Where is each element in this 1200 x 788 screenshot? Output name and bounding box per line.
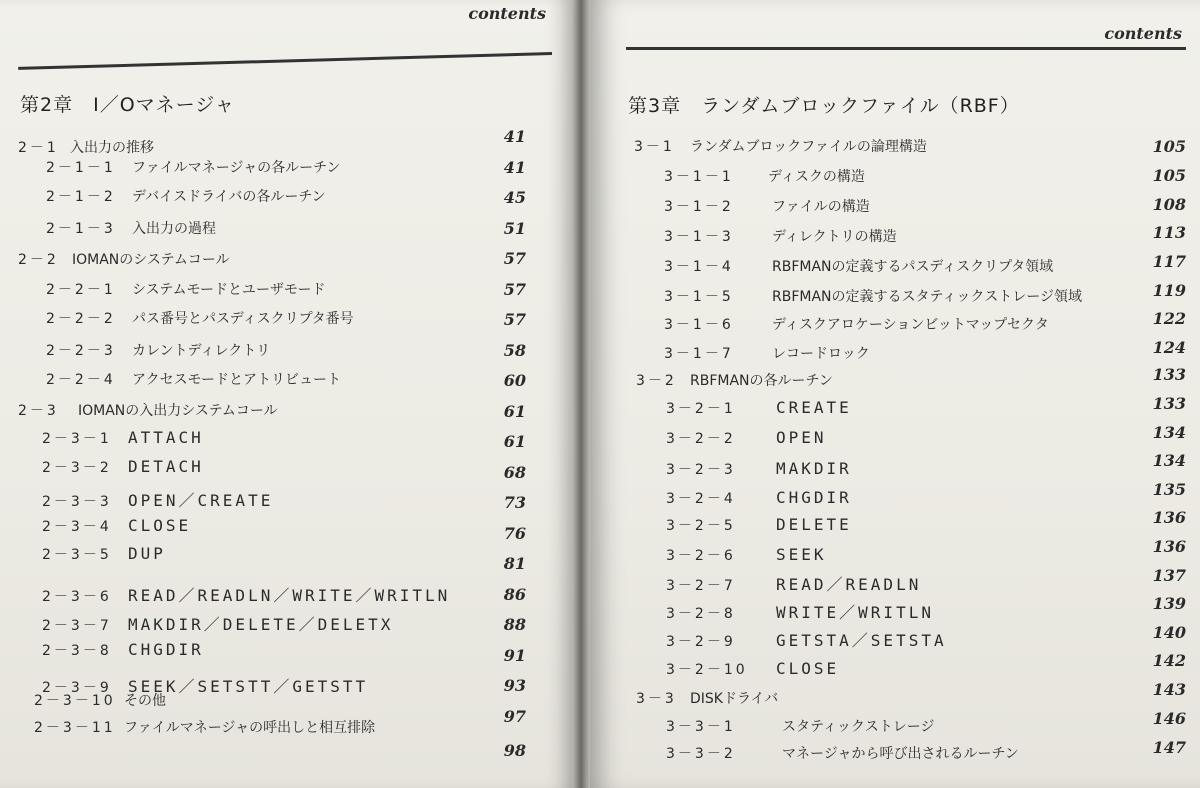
section-title: DELETE (776, 515, 852, 534)
toc-subsection (34, 717, 375, 737)
toc-subsection (42, 457, 204, 477)
page-number: 76 (503, 524, 526, 543)
section-title: ディレクトリの構造 (772, 229, 897, 245)
section-number: 3－2－7 (666, 578, 736, 594)
chapter-title-right: 第3章 ランダムブロックファイル（RBF） (628, 95, 1020, 117)
section-title: WRITE／WRITLN (776, 603, 934, 622)
toc-section (18, 400, 278, 420)
section-title: 入出力の推移 (70, 140, 154, 156)
page-number: 133 (1152, 394, 1186, 413)
section-title: IOMANのシステムコール (72, 252, 230, 268)
section-number: 3－3－2 (666, 746, 736, 762)
page-number: 133 (1152, 365, 1186, 384)
toc-subsection (664, 196, 870, 216)
section-number: 3－2－6 (666, 548, 736, 564)
section-number: 2－2－4 (46, 372, 116, 388)
section-title: DUP (128, 544, 166, 563)
section-title: CHGDIR (128, 640, 204, 659)
section-title: アクセスモードとアトリビュート (132, 372, 342, 388)
toc-subsection (666, 628, 947, 651)
section-title: MAKDIR (776, 459, 852, 478)
section-title: ファイルマネージャの各ルーチン (132, 160, 341, 176)
section-number: 2－1 (18, 140, 59, 156)
section-number: 3－1－3 (664, 229, 734, 245)
section-number: 2－3－3 (42, 494, 112, 510)
toc-section (636, 370, 833, 390)
page-number: 134 (1152, 451, 1186, 470)
section-number: 2－2－2 (46, 311, 116, 327)
toc-subsection (42, 583, 450, 606)
section-number: 2－3－9 (42, 680, 112, 696)
toc-subsection (666, 659, 839, 679)
toc-section (634, 136, 927, 156)
page-number: 45 (503, 188, 526, 207)
section-title: READ／READLN (776, 575, 922, 594)
page-number: 136 (1152, 537, 1186, 556)
page-number: 139 (1152, 594, 1186, 613)
left-page (0, 0, 572, 788)
section-number: 3－1 (634, 139, 675, 155)
section-number: 2－3 (18, 403, 59, 419)
toc-subsection (42, 516, 191, 536)
page-number: 105 (1152, 166, 1186, 185)
page-number: 57 (503, 280, 526, 299)
section-title: ランダムブロックファイルの論理構造 (690, 139, 927, 155)
page-number: 113 (1152, 223, 1186, 242)
toc-subsection (666, 600, 934, 623)
toc-section (636, 688, 778, 708)
section-title: システムモードとユーザモード (132, 282, 326, 298)
toc-subsection (666, 459, 852, 479)
page-number: 73 (503, 493, 526, 512)
toc-subsection (666, 572, 921, 595)
page-number: 140 (1152, 623, 1186, 642)
toc-subsection (666, 488, 852, 508)
section-title: その他 (124, 693, 166, 709)
section-title: デバイスドライバの各ルーチン (132, 189, 326, 205)
toc-subsection (34, 690, 166, 710)
right-page (590, 0, 1200, 788)
section-number: 2－3－8 (42, 643, 112, 659)
section-title: 入出力の過程 (132, 221, 216, 237)
section-title: SEEK (776, 545, 827, 564)
page-number: 142 (1152, 651, 1186, 670)
section-title: READ／READLN／WRITE／WRITLN (128, 586, 451, 605)
section-number: 2－1－2 (46, 189, 116, 205)
toc-subsection (46, 218, 216, 238)
toc-subsection (664, 343, 870, 363)
toc-section (18, 137, 154, 157)
running-head-left: contents (468, 4, 546, 23)
page-number: 81 (503, 554, 526, 573)
toc-subsection (664, 226, 897, 246)
section-number: 3－1－4 (664, 259, 734, 275)
toc-subsection (46, 369, 341, 389)
page-number: 60 (503, 371, 526, 390)
toc-subsection (666, 743, 1019, 763)
page-number: 134 (1152, 423, 1186, 442)
section-number: 2－3－2 (42, 460, 112, 476)
page-number: 122 (1152, 309, 1186, 328)
section-title: DISKドライバ (690, 691, 779, 707)
section-title: MAKDIR／DELETE／DELETX (128, 615, 394, 634)
section-number: 2－3－10 (34, 693, 116, 709)
toc-subsection (664, 166, 865, 186)
section-title: SEEK／SETSTT／GETSTT (128, 677, 369, 696)
page-number: 98 (503, 741, 526, 760)
page-number: 68 (503, 463, 526, 482)
page-number: 61 (503, 432, 526, 451)
toc-subsection (664, 256, 1053, 276)
page-number: 51 (503, 219, 526, 238)
page-number: 146 (1152, 709, 1186, 728)
toc-subsection (42, 428, 204, 448)
section-title: カレントディレクトリ (132, 343, 271, 359)
toc-subsection (42, 640, 204, 660)
section-number: 2－3－7 (42, 618, 112, 634)
toc-subsection (42, 488, 273, 511)
section-number: 3－1－7 (664, 346, 734, 362)
toc-subsection (664, 314, 1049, 334)
section-number: 2－3－4 (42, 519, 112, 535)
section-number: 3－2－8 (666, 606, 736, 622)
page-number: 88 (503, 615, 526, 634)
section-title: DETACH (128, 457, 204, 476)
section-number: 2－1－1 (46, 160, 116, 176)
toc-subsection (664, 286, 1082, 306)
section-number: 3－2－10 (666, 662, 748, 678)
toc-subsection (42, 544, 166, 564)
toc-subsection (666, 515, 852, 535)
section-number: 2－3－1 (42, 431, 112, 447)
section-number: 2－2－3 (46, 343, 116, 359)
section-title: IOMANの入出力システムコール (78, 403, 278, 419)
page-number: 117 (1152, 252, 1186, 271)
section-number: 3－2－3 (666, 462, 736, 478)
section-number: 3－2－1 (666, 401, 736, 417)
chapter-title-left: 第2章 I／Oマネージャ (20, 94, 235, 116)
book-gutter (572, 0, 590, 788)
section-number: 2－1－3 (46, 221, 116, 237)
page-number: 136 (1152, 508, 1186, 527)
section-title: ディスクの構造 (768, 169, 865, 185)
page-number: 137 (1152, 566, 1186, 585)
page-number: 108 (1152, 195, 1186, 214)
section-title: ファイルマネージャの呼出しと相互排除 (124, 720, 376, 736)
section-title: RBFMANの各ルーチン (690, 373, 833, 389)
section-number: 2－3－5 (42, 547, 112, 563)
section-number: 3－1－6 (664, 317, 734, 333)
page-number: 61 (503, 402, 526, 421)
page-number: 105 (1152, 137, 1186, 156)
section-title: CHGDIR (776, 488, 852, 507)
page-number: 135 (1152, 480, 1186, 499)
header-rule-left (18, 52, 552, 70)
section-title: OPEN (776, 428, 827, 447)
page-number: 143 (1152, 680, 1186, 699)
section-title: マネージャから呼び出されるルーチン (782, 746, 1019, 762)
section-number: 3－2 (636, 373, 677, 389)
running-head-right: contents (1104, 24, 1182, 43)
section-title: OPEN／CREATE (128, 491, 274, 510)
section-number: 3－1－1 (664, 169, 734, 185)
toc-subsection (42, 612, 393, 635)
section-title: GETSTA／SETSTA (776, 631, 947, 650)
section-title: CLOSE (776, 659, 840, 678)
section-number: 2－2 (18, 252, 59, 268)
section-title: ATTACH (128, 428, 204, 447)
page-number: 124 (1152, 338, 1186, 357)
page-number: 41 (503, 127, 526, 146)
section-number: 3－2－4 (666, 491, 736, 507)
section-number: 3－1－5 (664, 289, 734, 305)
toc-subsection (46, 186, 326, 206)
section-title: ディスクアロケーションビットマップセクタ (772, 317, 1049, 333)
toc-section (18, 249, 230, 269)
page-number: 58 (503, 341, 526, 360)
page-number: 91 (503, 646, 526, 665)
toc-subsection (666, 428, 827, 448)
section-number: 3－3 (636, 691, 677, 707)
section-number: 3－2－9 (666, 634, 736, 650)
toc-subsection (46, 279, 325, 299)
section-number: 2－3－6 (42, 589, 112, 605)
section-title: レコードロック (772, 346, 870, 362)
section-number: 3－2－5 (666, 518, 736, 534)
section-title: CREATE (776, 398, 852, 417)
section-title: RBFMANの定義するパスディスクリプタ領域 (772, 259, 1054, 275)
page-number: 97 (503, 707, 526, 726)
page-number: 86 (503, 585, 526, 604)
toc-subsection (46, 157, 340, 177)
toc-subsection (46, 340, 270, 360)
page-number: 57 (503, 249, 526, 268)
section-title: CLOSE (128, 516, 192, 535)
page-number: 119 (1152, 281, 1186, 300)
toc-subsection (666, 716, 934, 736)
page-number: 93 (503, 676, 526, 695)
section-title: スタティックストレージ (782, 719, 935, 735)
header-rule-right (626, 47, 1186, 50)
page-number: 57 (503, 310, 526, 329)
page-number: 41 (503, 158, 526, 177)
section-number: 3－3－1 (666, 719, 736, 735)
toc-subsection (666, 398, 852, 418)
section-title: RBFMANの定義するスタティックストレージ領域 (772, 289, 1082, 305)
section-number: 2－3－11 (34, 720, 116, 736)
section-title: ファイルの構造 (772, 199, 870, 215)
section-title: パス番号とパスディスクリプタ番号 (132, 311, 354, 327)
section-number: 2－2－1 (46, 282, 116, 298)
page-number: 147 (1152, 738, 1186, 757)
section-number: 3－2－2 (666, 431, 736, 447)
section-number: 3－1－2 (664, 199, 734, 215)
toc-subsection (666, 545, 827, 565)
toc-subsection (46, 308, 354, 328)
